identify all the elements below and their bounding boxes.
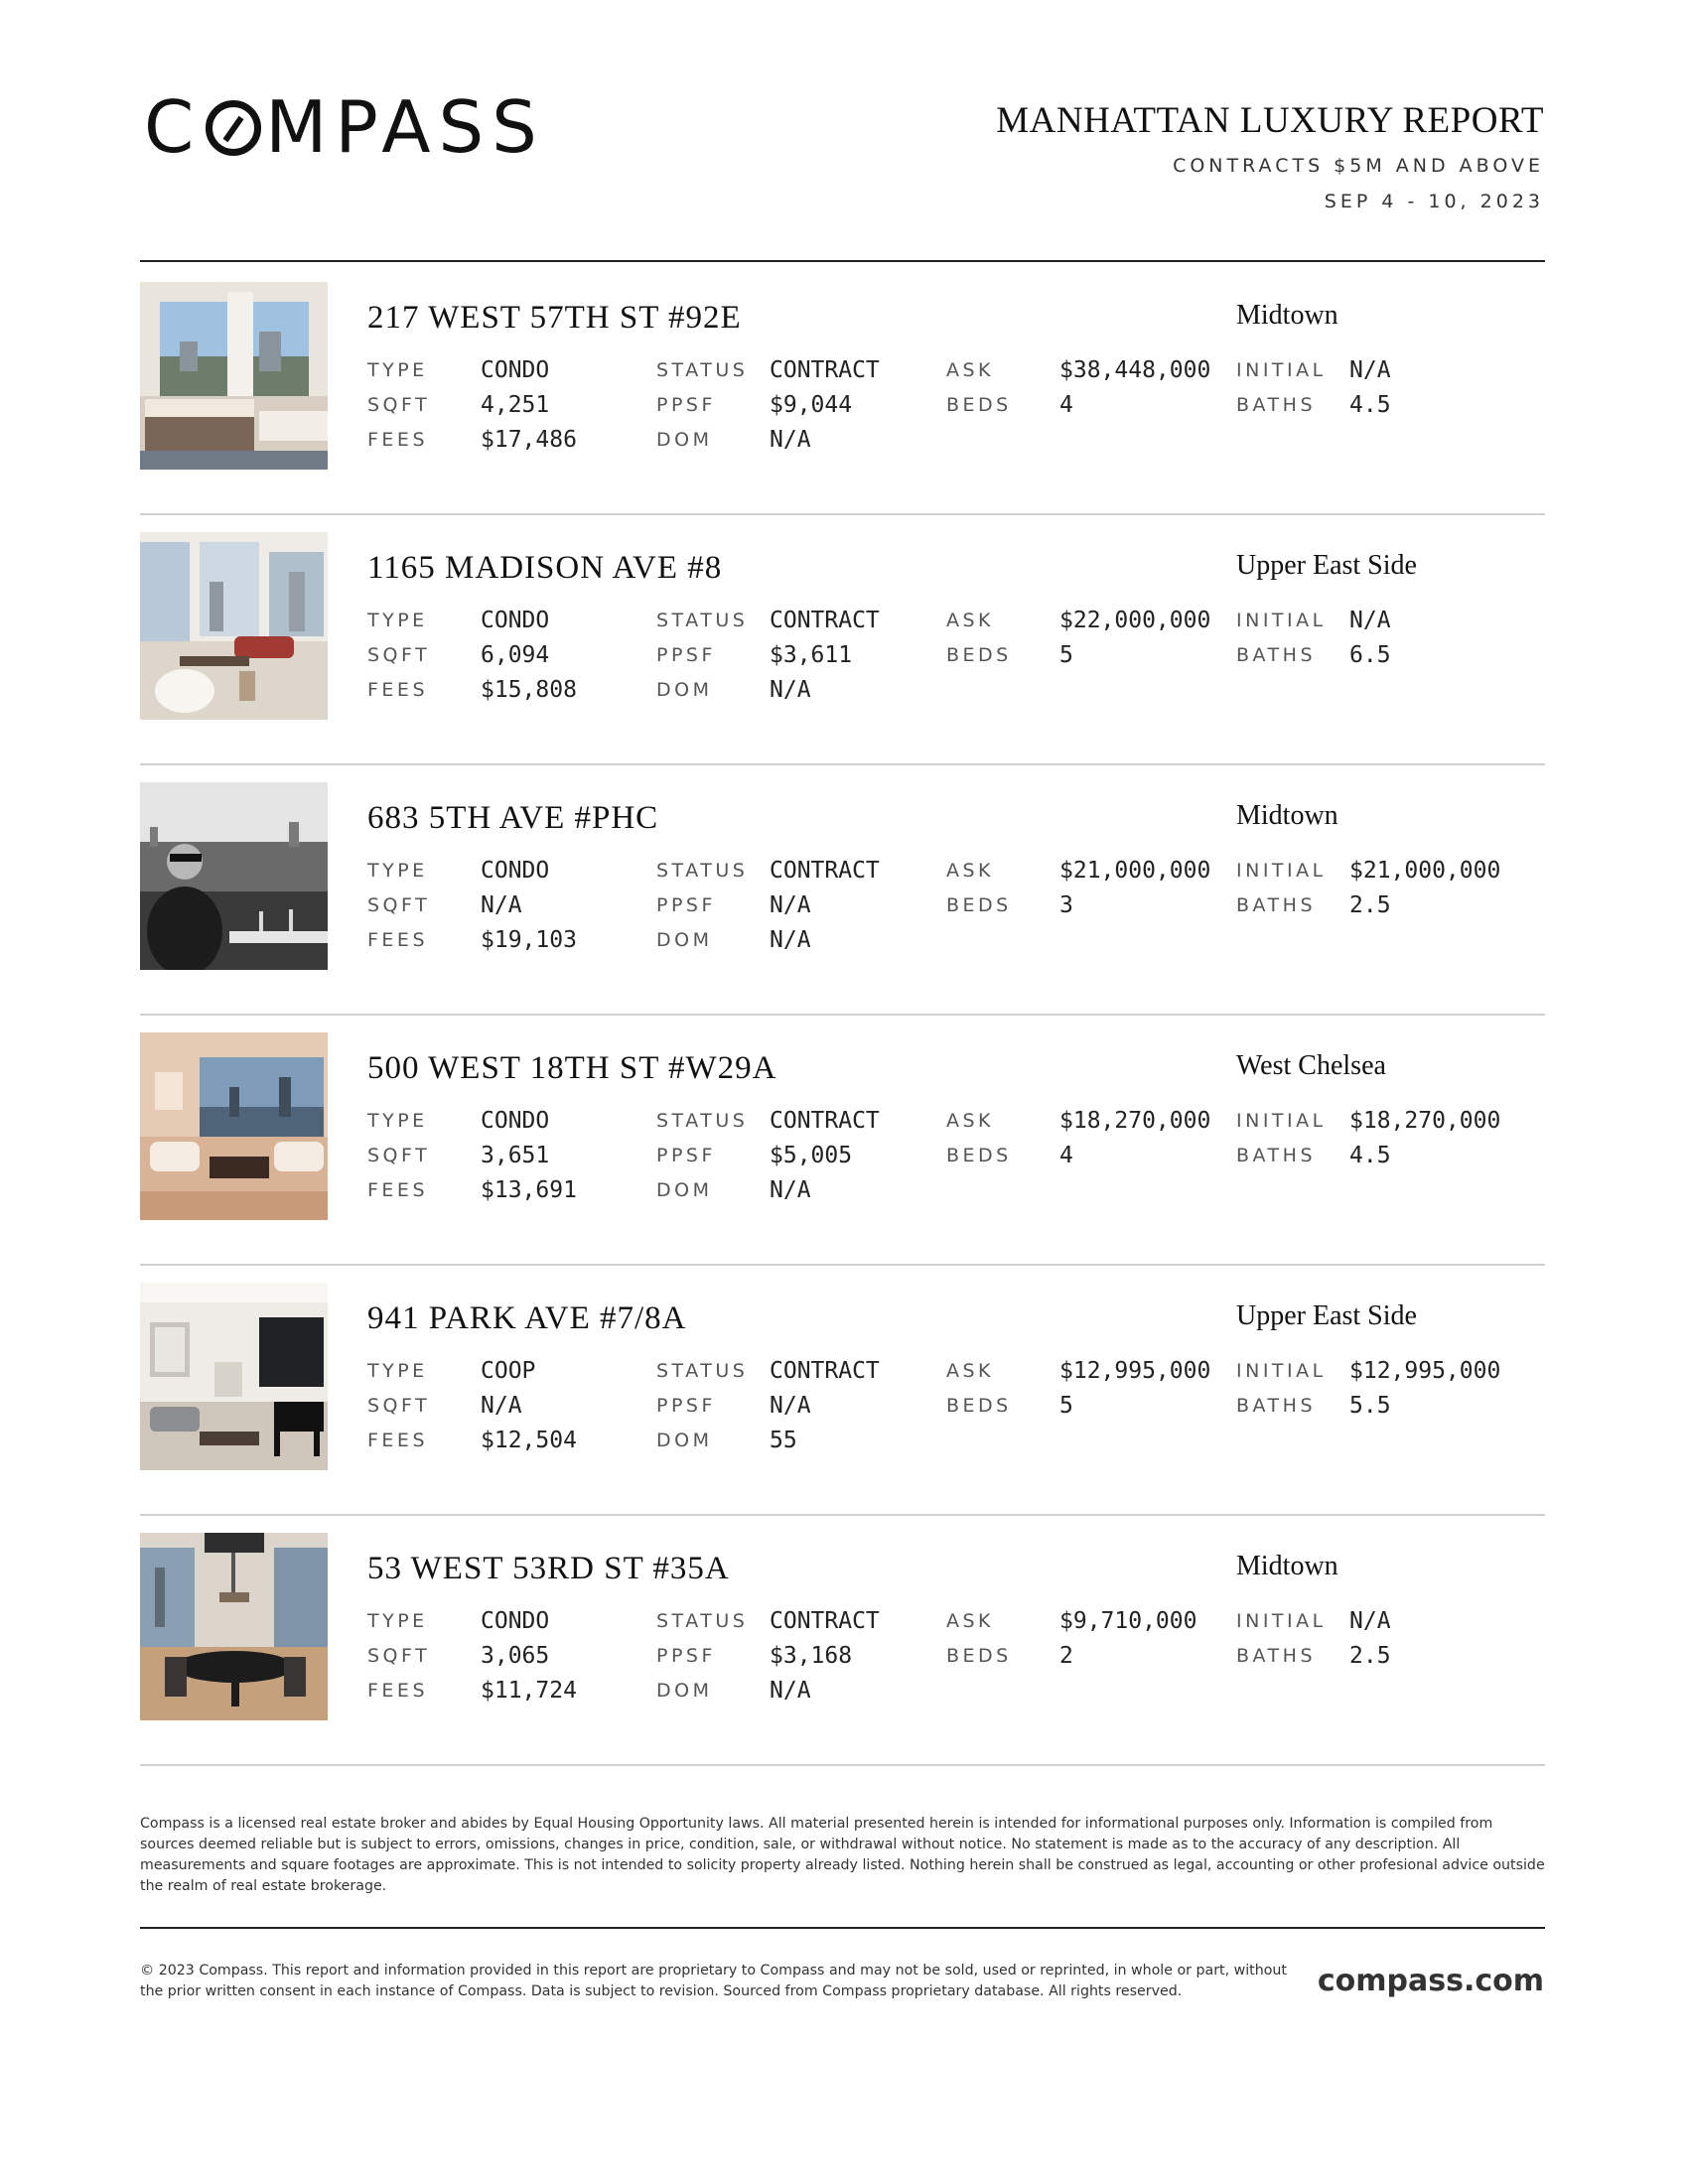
baths-value: 2.5	[1349, 892, 1391, 918]
website-link[interactable]: compass.com	[1317, 1964, 1544, 1998]
sqft-label: SQFT	[367, 644, 431, 666]
beds-value: 5	[1059, 642, 1073, 668]
baths-value: 2.5	[1349, 1643, 1391, 1669]
type-label: TYPE	[367, 1360, 428, 1382]
type-value: COOP	[481, 1358, 536, 1384]
dom-value: 55	[770, 1428, 797, 1453]
initial-value: $21,000,000	[1349, 858, 1501, 884]
beds-label: BEDS	[946, 394, 1012, 416]
status-label: STATUS	[656, 610, 749, 631]
sqft-label: SQFT	[367, 1645, 431, 1667]
initial-label: INITIAL	[1236, 359, 1327, 381]
dom-label: DOM	[656, 929, 713, 951]
fees-value: $11,724	[481, 1678, 577, 1704]
dom-label: DOM	[656, 429, 713, 451]
beds-value: 5	[1059, 1393, 1073, 1419]
dom-value: N/A	[770, 677, 811, 703]
ask-value: $21,000,000	[1059, 858, 1211, 884]
living-room-photo	[140, 532, 328, 720]
listing-row	[140, 1015, 1545, 1265]
fees-label: FEES	[367, 429, 428, 451]
bedroom-city-view-photo	[140, 282, 328, 470]
baths-label: BATHS	[1236, 394, 1317, 416]
report-date-range: SEP 4 - 10, 2023	[1324, 191, 1544, 212]
listing-row	[140, 1515, 1545, 1765]
beds-value: 4	[1059, 392, 1073, 418]
baths-label: BATHS	[1236, 644, 1317, 666]
initial-label: INITIAL	[1236, 1610, 1327, 1632]
status-value: CONTRACT	[770, 1108, 880, 1134]
sqft-value: 3,651	[481, 1143, 550, 1168]
listing-neighborhood: Upper East Side	[1236, 1300, 1417, 1331]
listing-neighborhood: Midtown	[1236, 300, 1338, 331]
initial-label: INITIAL	[1236, 1360, 1327, 1382]
ppsf-label: PPSF	[656, 394, 716, 416]
sqft-label: SQFT	[367, 1395, 431, 1417]
sqft-value: N/A	[481, 892, 522, 918]
header-divider	[140, 260, 1545, 262]
type-label: TYPE	[367, 359, 428, 381]
status-value: CONTRACT	[770, 1358, 880, 1384]
listing-address: 683 5TH AVE #PHC	[367, 800, 659, 836]
ask-value: $38,448,000	[1059, 357, 1211, 383]
fees-label: FEES	[367, 929, 428, 951]
dom-label: DOM	[656, 1179, 713, 1201]
ppsf-value: N/A	[770, 1393, 811, 1419]
sqft-label: SQFT	[367, 394, 431, 416]
baths-label: BATHS	[1236, 894, 1317, 916]
ask-label: ASK	[946, 610, 995, 631]
ppsf-label: PPSF	[656, 1145, 716, 1166]
ask-label: ASK	[946, 1360, 995, 1382]
fees-label: FEES	[367, 679, 428, 701]
status-label: STATUS	[656, 1360, 749, 1382]
footer-divider	[140, 1927, 1545, 1929]
status-value: CONTRACT	[770, 357, 880, 383]
type-label: TYPE	[367, 1610, 428, 1632]
status-label: STATUS	[656, 359, 749, 381]
ppsf-value: $3,168	[770, 1643, 853, 1669]
type-value: CONDO	[481, 1608, 550, 1634]
ask-label: ASK	[946, 359, 995, 381]
initial-label: INITIAL	[1236, 860, 1327, 882]
listing-row	[140, 264, 1545, 514]
status-value: CONTRACT	[770, 1608, 880, 1634]
baths-value: 6.5	[1349, 642, 1391, 668]
status-label: STATUS	[656, 1110, 749, 1132]
status-value: CONTRACT	[770, 608, 880, 633]
fees-value: $12,504	[481, 1428, 577, 1453]
compass-logo: C MPASS	[144, 85, 545, 169]
dom-label: DOM	[656, 1430, 713, 1451]
type-value: CONDO	[481, 1108, 550, 1134]
beds-value: 4	[1059, 1143, 1073, 1168]
dom-label: DOM	[656, 679, 713, 701]
fees-value: $15,808	[481, 677, 577, 703]
listing-neighborhood: Upper East Side	[1236, 550, 1417, 581]
listing-row	[140, 1265, 1545, 1515]
listing-address: 500 WEST 18TH ST #W29A	[367, 1050, 777, 1086]
status-value: CONTRACT	[770, 858, 880, 884]
report-subtitle: CONTRACTS $5M AND ABOVE	[1173, 155, 1544, 177]
baths-value: 4.5	[1349, 1143, 1391, 1168]
initial-value: $12,995,000	[1349, 1358, 1501, 1384]
fees-label: FEES	[367, 1680, 428, 1702]
sqft-value: N/A	[481, 1393, 522, 1419]
lounge-skyline-photo	[140, 1032, 328, 1220]
listing-neighborhood: Midtown	[1236, 800, 1338, 831]
ppsf-label: PPSF	[656, 894, 716, 916]
salon-piano-photo	[140, 1283, 328, 1470]
status-label: STATUS	[656, 1610, 749, 1632]
ask-value: $9,710,000	[1059, 1608, 1197, 1634]
ppsf-value: $5,005	[770, 1143, 853, 1168]
sqft-value: 6,094	[481, 642, 550, 668]
dom-value: N/A	[770, 427, 811, 453]
listing-address: 217 WEST 57TH ST #92E	[367, 300, 742, 336]
beds-value: 3	[1059, 892, 1073, 918]
type-value: CONDO	[481, 357, 550, 383]
beds-label: BEDS	[946, 1645, 1012, 1667]
fees-label: FEES	[367, 1179, 428, 1201]
fees-value: $19,103	[481, 927, 577, 953]
listing-row	[140, 764, 1545, 1015]
ask-value: $12,995,000	[1059, 1358, 1211, 1384]
fees-label: FEES	[367, 1430, 428, 1451]
terrace-park-view-photo	[140, 782, 328, 970]
listing-address: 941 PARK AVE #7/8A	[367, 1300, 687, 1336]
baths-value: 4.5	[1349, 392, 1391, 418]
dining-room-photo	[140, 1533, 328, 1720]
beds-label: BEDS	[946, 1395, 1012, 1417]
beds-label: BEDS	[946, 644, 1012, 666]
sqft-label: SQFT	[367, 1145, 431, 1166]
ppsf-label: PPSF	[656, 1395, 716, 1417]
baths-label: BATHS	[1236, 1145, 1317, 1166]
initial-label: INITIAL	[1236, 610, 1327, 631]
dom-value: N/A	[770, 1678, 811, 1704]
initial-value: N/A	[1349, 608, 1391, 633]
fees-value: $13,691	[481, 1177, 577, 1203]
initial-label: INITIAL	[1236, 1110, 1327, 1132]
baths-label: BATHS	[1236, 1395, 1317, 1417]
ppsf-value: $3,611	[770, 642, 853, 668]
disclaimer-text: Compass is a licensed real estate broker and abides by Equal Housing Opportunity laws. All material presented herein is intended for informational purposes only. Information is compiled from sources deemed reliable but is subject to errors, omissions, changes in price, condition, sale, or withdrawal without notice. No statement is made as to the accuracy of any description. All measurements and square footages are approximate. This is not intended to solicity property already listed. Nothing herein shall be construed as legal, accounting or other profesional advice outside the realm of real estate brokerage.	[140, 1816, 1545, 1894]
fees-value: $17,486	[481, 427, 577, 453]
ask-label: ASK	[946, 860, 995, 882]
sqft-label: SQFT	[367, 894, 431, 916]
baths-label: BATHS	[1236, 1645, 1317, 1667]
initial-value: N/A	[1349, 357, 1391, 383]
ppsf-value: $9,044	[770, 392, 853, 418]
ask-label: ASK	[946, 1610, 995, 1632]
ask-label: ASK	[946, 1110, 995, 1132]
ppsf-label: PPSF	[656, 1645, 716, 1667]
sqft-value: 4,251	[481, 392, 550, 418]
type-label: TYPE	[367, 1110, 428, 1132]
listing-address: 53 WEST 53RD ST #35A	[367, 1551, 730, 1586]
type-value: CONDO	[481, 858, 550, 884]
type-label: TYPE	[367, 610, 428, 631]
dom-value: N/A	[770, 1177, 811, 1203]
dom-value: N/A	[770, 927, 811, 953]
sqft-value: 3,065	[481, 1643, 550, 1669]
ppsf-label: PPSF	[656, 644, 716, 666]
baths-value: 5.5	[1349, 1393, 1391, 1419]
report-title: MANHATTAN LUXURY REPORT	[996, 100, 1544, 141]
status-label: STATUS	[656, 860, 749, 882]
listing-neighborhood: West Chelsea	[1236, 1050, 1386, 1081]
type-value: CONDO	[481, 608, 550, 633]
copyright-text: © 2023 Compass. This report and information provided in this report are proprietary to Compass and may not be sold, used or reprinted, in whole or part, without the prior written consent in each instance of Compass. Data is subject to revision. Sourced from Compass proprietary database. All rights reserved.	[140, 1963, 1287, 1999]
beds-value: 2	[1059, 1643, 1073, 1669]
ppsf-value: N/A	[770, 892, 811, 918]
ask-value: $22,000,000	[1059, 608, 1211, 633]
listing-address: 1165 MADISON AVE #8	[367, 550, 723, 586]
type-label: TYPE	[367, 860, 428, 882]
initial-value: N/A	[1349, 1608, 1391, 1634]
listing-row	[140, 514, 1545, 764]
ask-value: $18,270,000	[1059, 1108, 1211, 1134]
row-divider	[140, 1764, 1545, 1766]
beds-label: BEDS	[946, 1145, 1012, 1166]
listing-neighborhood: Midtown	[1236, 1551, 1338, 1581]
dom-label: DOM	[656, 1680, 713, 1702]
beds-label: BEDS	[946, 894, 1012, 916]
initial-value: $18,270,000	[1349, 1108, 1501, 1134]
